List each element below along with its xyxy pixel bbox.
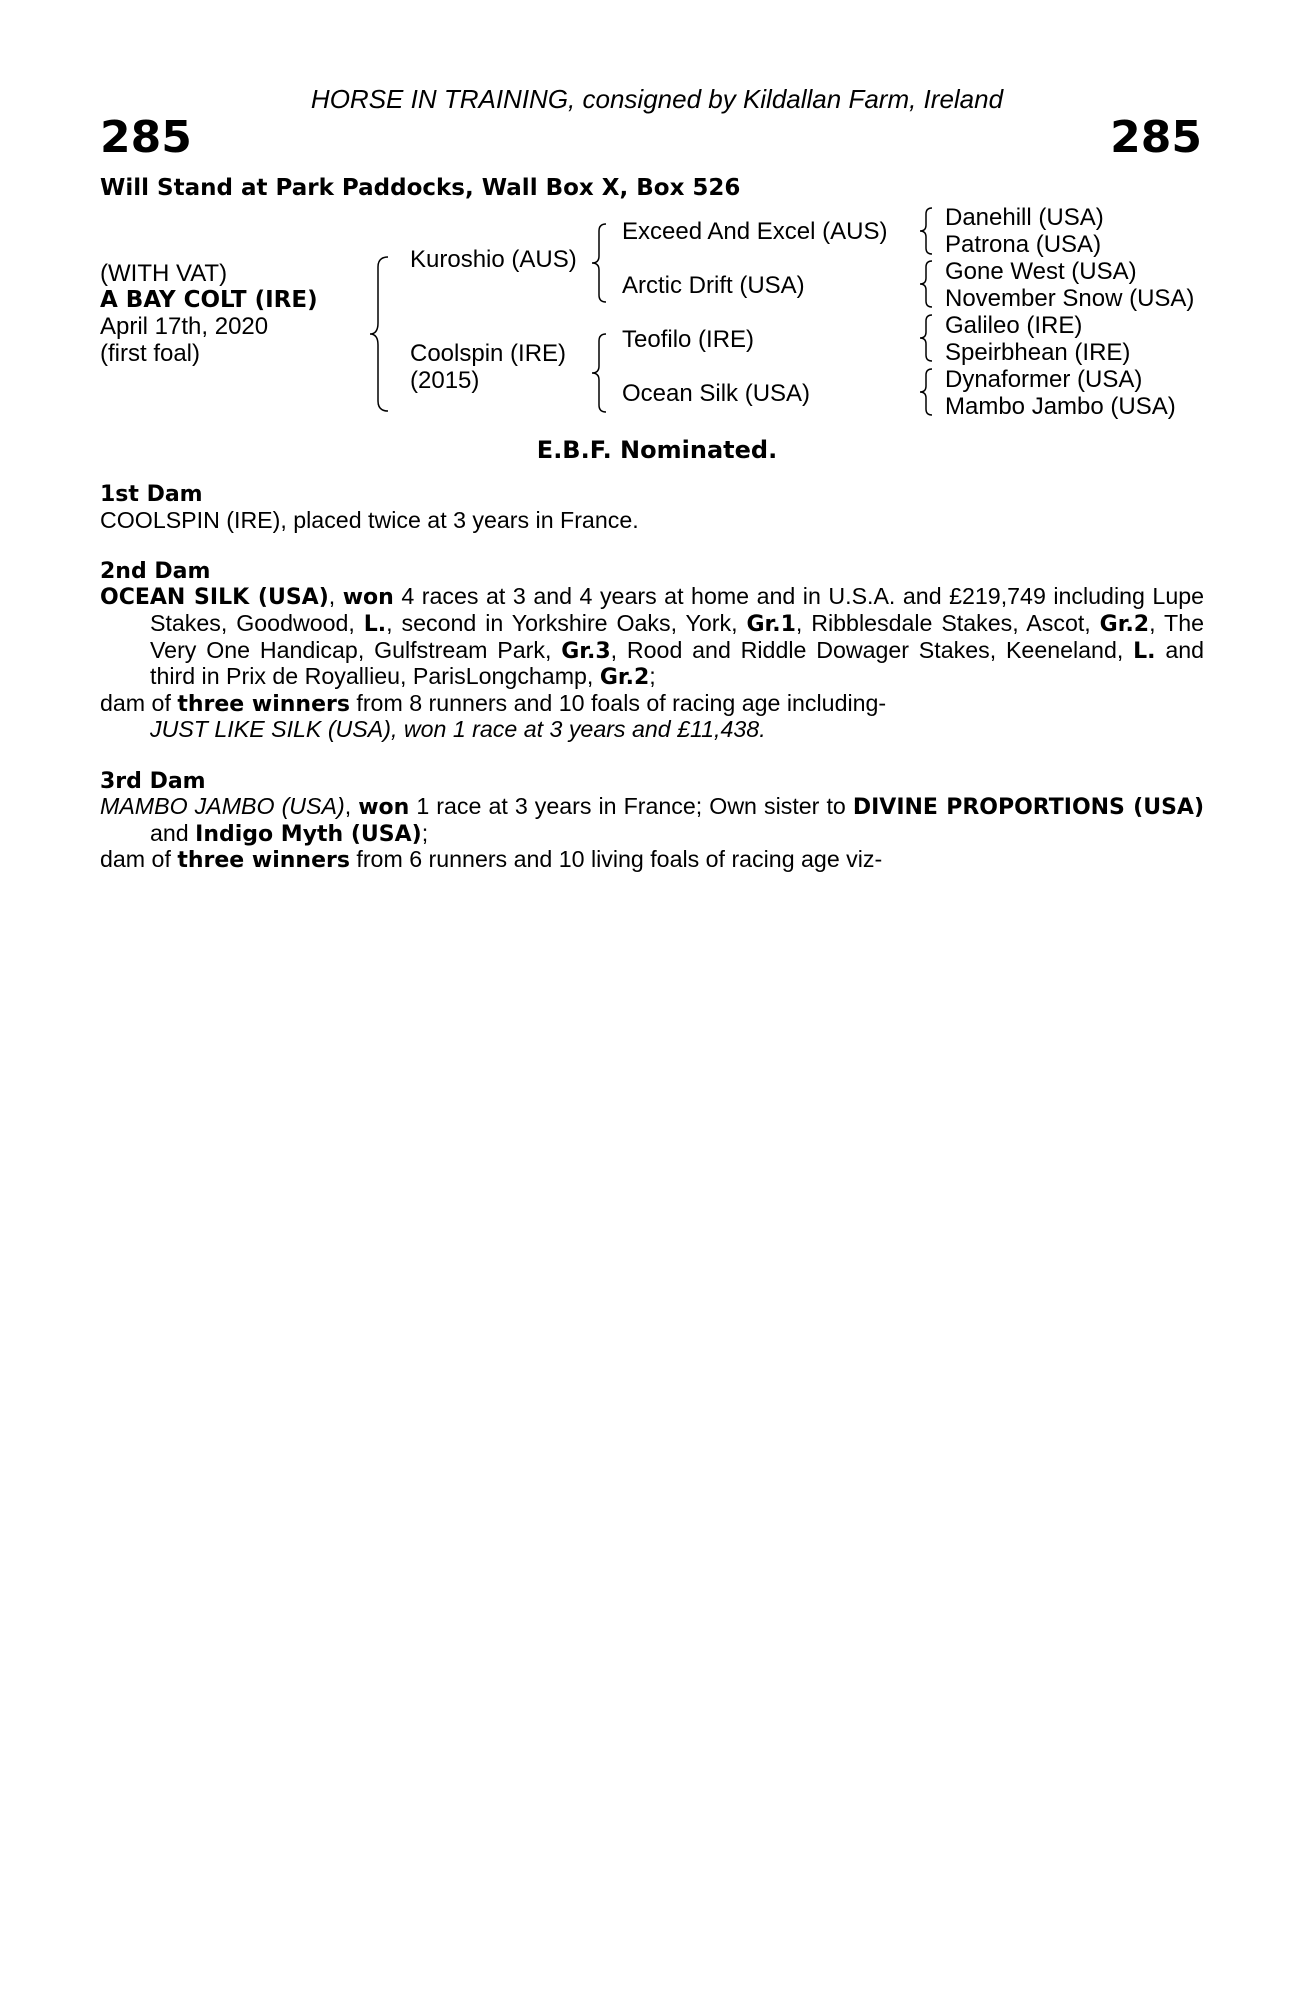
great-grandparent-1: Danehill (USA) bbox=[945, 204, 1104, 231]
second-dam-produce-summary: dam of three winners from 8 runners and 10 foals of racing age including- bbox=[100, 689, 887, 717]
great-grandparent-8: Mambo Jambo (USA) bbox=[945, 393, 1176, 420]
third-dam-record: MAMBO JAMBO (USA), won 1 race at 3 years in France; Own sister to DIVINE PROPORTIONS (USA) and Indigo Myth (USA); bbox=[100, 793, 1205, 847]
pedigree-brace-g3-2 bbox=[918, 259, 936, 309]
pedigree-brace-g3-4 bbox=[918, 367, 936, 417]
pedigree-brace-g3-1 bbox=[918, 206, 936, 256]
grandsire-1: Exceed And Excel (AUS) bbox=[622, 218, 888, 245]
dam-year: (2015) bbox=[410, 367, 480, 394]
great-grandparent-5: Galileo (IRE) bbox=[945, 312, 1083, 339]
foal-note: (first foal) bbox=[100, 340, 201, 367]
great-grandparent-2: Patrona (USA) bbox=[945, 231, 1102, 258]
first-dam-heading: 1st Dam bbox=[100, 482, 203, 507]
horse-name: A BAY COLT (IRE) bbox=[100, 287, 318, 313]
foaling-date: April 17th, 2020 bbox=[100, 313, 269, 340]
ebf-nominated: E.B.F. Nominated. bbox=[536, 436, 778, 464]
pedigree-brace-g3-3 bbox=[918, 313, 936, 363]
granddam-1: Arctic Drift (USA) bbox=[622, 272, 805, 299]
lot-number-left: 285 bbox=[100, 112, 192, 163]
stand-location: Will Stand at Park Paddocks, Wall Box X, Box 526 bbox=[100, 175, 741, 201]
pedigree-brace-sire bbox=[590, 222, 610, 304]
first-dam-text: COOLSPIN (IRE), placed twice at 3 years in France. bbox=[100, 506, 639, 533]
third-dam-heading: 3rd Dam bbox=[100, 768, 206, 794]
sire-name: Kuroshio (AUS) bbox=[410, 246, 577, 273]
second-dam-heading: 2nd Dam bbox=[100, 558, 211, 584]
pedigree-brace-main bbox=[368, 255, 392, 413]
vat-note: (WITH VAT) bbox=[100, 260, 228, 287]
pedigree-brace-dam bbox=[590, 332, 610, 414]
catalogue-body bbox=[100, 482, 1204, 874]
consignor-header: HORSE IN TRAINING, consigned by Kildallan Farm, Ireland bbox=[310, 84, 1004, 114]
dam-name: Coolspin (IRE) bbox=[410, 340, 567, 367]
great-grandparent-3: Gone West (USA) bbox=[945, 258, 1137, 285]
great-grandparent-7: Dynaformer (USA) bbox=[945, 366, 1143, 393]
great-grandparent-4: November Snow (USA) bbox=[945, 285, 1195, 312]
third-dam-produce-summary: dam of three winners from 6 runners and 10 living foals of racing age viz- bbox=[100, 846, 883, 874]
grandsire-2: Teofilo (IRE) bbox=[622, 326, 755, 353]
great-grandparent-6: Speirbhean (IRE) bbox=[945, 339, 1131, 366]
lot-number-right: 285 bbox=[1110, 112, 1202, 163]
second-dam-record: OCEAN SILK (USA), won 4 races at 3 and 4 years at home and in U.S.A. and £219,749 including Lupe Stakes, Goodwood, L., second in Yorkshire Oaks, York, Gr.1, Ribblesdale Stakes, Ascot, Gr.2, The Very One Handicap, Gulfstream Park, Gr.3, Rood and Riddle Dowager Stakes, Keeneland, L. and third in Prix de Royallieu, ParisLongchamp, Gr.2; bbox=[100, 583, 1205, 691]
second-dam-produce: JUST LIKE SILK (USA), won 1 race at 3 years and £11,438. bbox=[150, 716, 766, 743]
granddam-2: Ocean Silk (USA) bbox=[622, 380, 811, 407]
